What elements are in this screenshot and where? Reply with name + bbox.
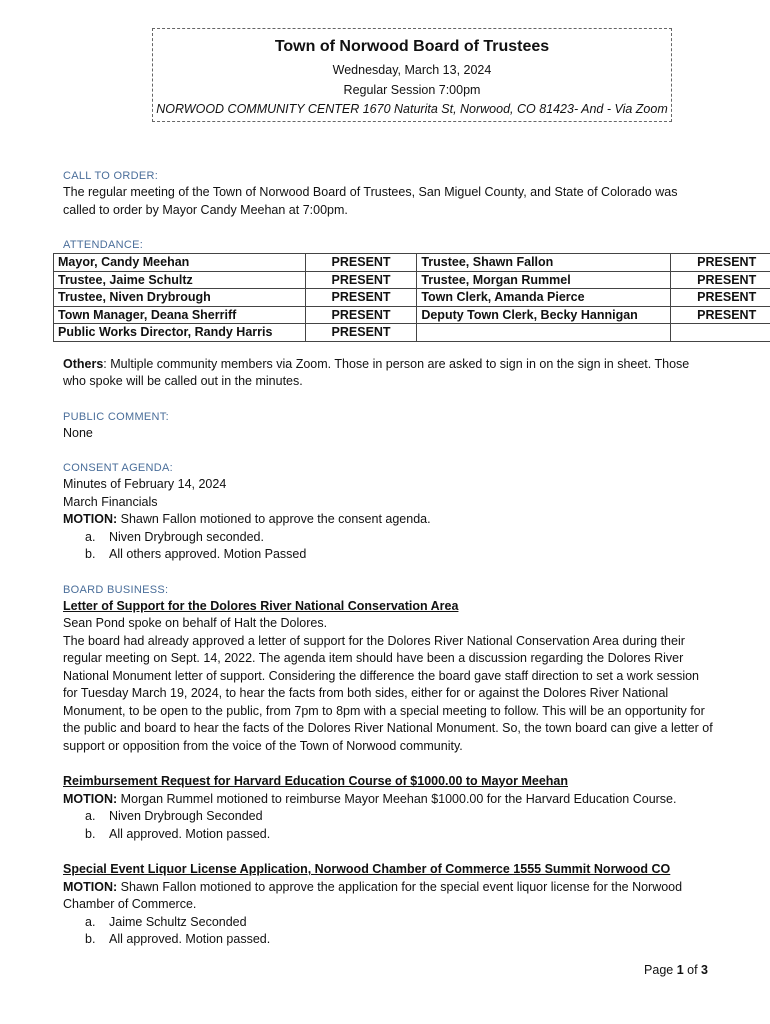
minutes-body [58, 168, 757, 949]
attendee-status: PRESENT [671, 271, 770, 289]
list-item: b. All others approved. Motion Passed [85, 547, 307, 561]
others-text: : Multiple community members via Zoom. Those in person are asked to sign in on the sign in sheet. Those who spoke will be called out in the minutes. [63, 356, 690, 388]
list-item: a. Niven Drybrough seconded. [85, 529, 264, 544]
call-to-order-text: The regular meeting of the Town of Norwood Board of Trustees, San Miguel County, and State of Colorado was called to order by Mayor Candy Meehan at 7:00pm. [63, 185, 678, 217]
table-row [54, 306, 770, 324]
attendee-status: PRESENT [305, 254, 417, 272]
consent-motion [63, 511, 713, 529]
table-row [54, 271, 770, 289]
attendee-name: Mayor, Candy Meehan [54, 254, 306, 272]
meeting-date: Wednesday, March 13, 2024 [332, 63, 492, 77]
list-item: b. All approved. Motion passed. [85, 932, 271, 946]
attendee-name: Trustee, Morgan Rummel [417, 271, 671, 289]
business-item-text: Sean Pond spoke on behalf of Halt the Dolores. [63, 616, 328, 630]
table-row [54, 254, 770, 272]
document-title: Town of Norwood Board of Trustees [274, 38, 550, 55]
list-item: a. Jaime Schultz Seconded [85, 914, 247, 929]
business-vote-list [63, 914, 713, 949]
motion-text: Morgan Rummel motioned to reimburse Mayor Meehan $1000.00 for the Harvard Education Course. [117, 791, 677, 806]
others-note [63, 356, 713, 391]
attendee-name: Deputy Town Clerk, Becky Hannigan [417, 306, 671, 324]
attendee-status: PRESENT [671, 254, 770, 272]
attendee-status: PRESENT [305, 289, 417, 307]
call-to-order-heading: CALL TO ORDER: [63, 170, 159, 182]
attendance-heading: ATTENDANCE: [63, 239, 144, 251]
table-row [54, 324, 770, 342]
attendee-name: Town Manager, Deana Sherriff [54, 306, 306, 324]
attendee-status [671, 324, 770, 342]
attendee-name: Trustee, Jaime Schultz [54, 271, 306, 289]
attendee-status: PRESENT [305, 324, 417, 342]
meeting-session: Regular Session 7:00pm [343, 83, 481, 97]
motion-text: Shawn Fallon motioned to approve the consent agenda. [117, 512, 431, 526]
attendee-name: Town Clerk, Amanda Pierce [417, 289, 671, 307]
attendee-status: PRESENT [671, 289, 770, 307]
business-item-heading: Reimbursement Request for Harvard Education Course of $1000.00 to Mayor Meehan [63, 774, 568, 788]
document-header [152, 28, 672, 122]
list-item: b. All approved. Motion passed. [85, 826, 271, 841]
table-row [54, 289, 770, 307]
meeting-location: NORWOOD COMMUNITY CENTER 1670 Naturita St, Norwood, CO 81423- And - Via Zoom [156, 102, 668, 116]
motion-text: Shawn Fallon motioned to approve the application for the special event liquor license for the Norwood Chamber of Commerce. [63, 879, 683, 911]
consent-item: Minutes of February 14, 2024 [63, 477, 227, 491]
list-item: a. Niven Drybrough Seconded [85, 809, 263, 823]
motion-label: MOTION: [63, 791, 118, 806]
consent-item: March Financials [63, 494, 158, 509]
consent-agenda-heading: CONSENT AGENDA: [63, 462, 174, 474]
board-business-heading: BOARD BUSINESS: [63, 583, 169, 596]
business-motion [63, 791, 713, 809]
motion-label: MOTION: [63, 879, 118, 894]
others-label: Others [63, 356, 104, 371]
motion-label: MOTION: [63, 512, 118, 526]
attendee-name: Trustee, Shawn Fallon [417, 254, 671, 272]
business-item-paragraph: The board had already approved a letter of support for the Dolores River National Conservation Area during their regular meeting on Sept. 14, 2022. The agenda item should have been a discussion regarding the Dolores River National Monument letter of support. Considering the difference the board gave staff direction to set a work session for Tuesday March 19, 2024, to hear the facts from both sides, either for or against the Dolores River National Monument, to be open to the public, from 7pm to 8pm with a special meeting to follow. This will be an opportunity for the public and board to hear the facts of the Dolores River National Monument. So, the town board can give a letter of support or opposition from the voice of the Town of Norwood community. [63, 633, 713, 753]
attendee-status: PRESENT [671, 306, 770, 324]
attendance-table [53, 253, 770, 342]
attendee-name: Public Works Director, Randy Harris [54, 324, 306, 342]
attendee-name: Trustee, Niven Drybrough [54, 289, 306, 307]
page-number: Page 1 of 3 [644, 963, 708, 977]
business-vote-list [63, 808, 713, 843]
attendee-status: PRESENT [305, 271, 417, 289]
business-item-heading: Letter of Support for the Dolores River National Conservation Area [63, 598, 459, 613]
attendee-status: PRESENT [305, 306, 417, 324]
consent-vote-list [63, 529, 713, 564]
public-comment-text: None [63, 425, 93, 440]
business-item-heading: Special Event Liquor License Application, Norwood Chamber of Commerce 1555 Summit Norwood CO [63, 862, 671, 876]
attendee-name [417, 324, 671, 342]
public-comment-heading: PUBLIC COMMENT: [63, 410, 169, 423]
business-motion [63, 879, 713, 914]
